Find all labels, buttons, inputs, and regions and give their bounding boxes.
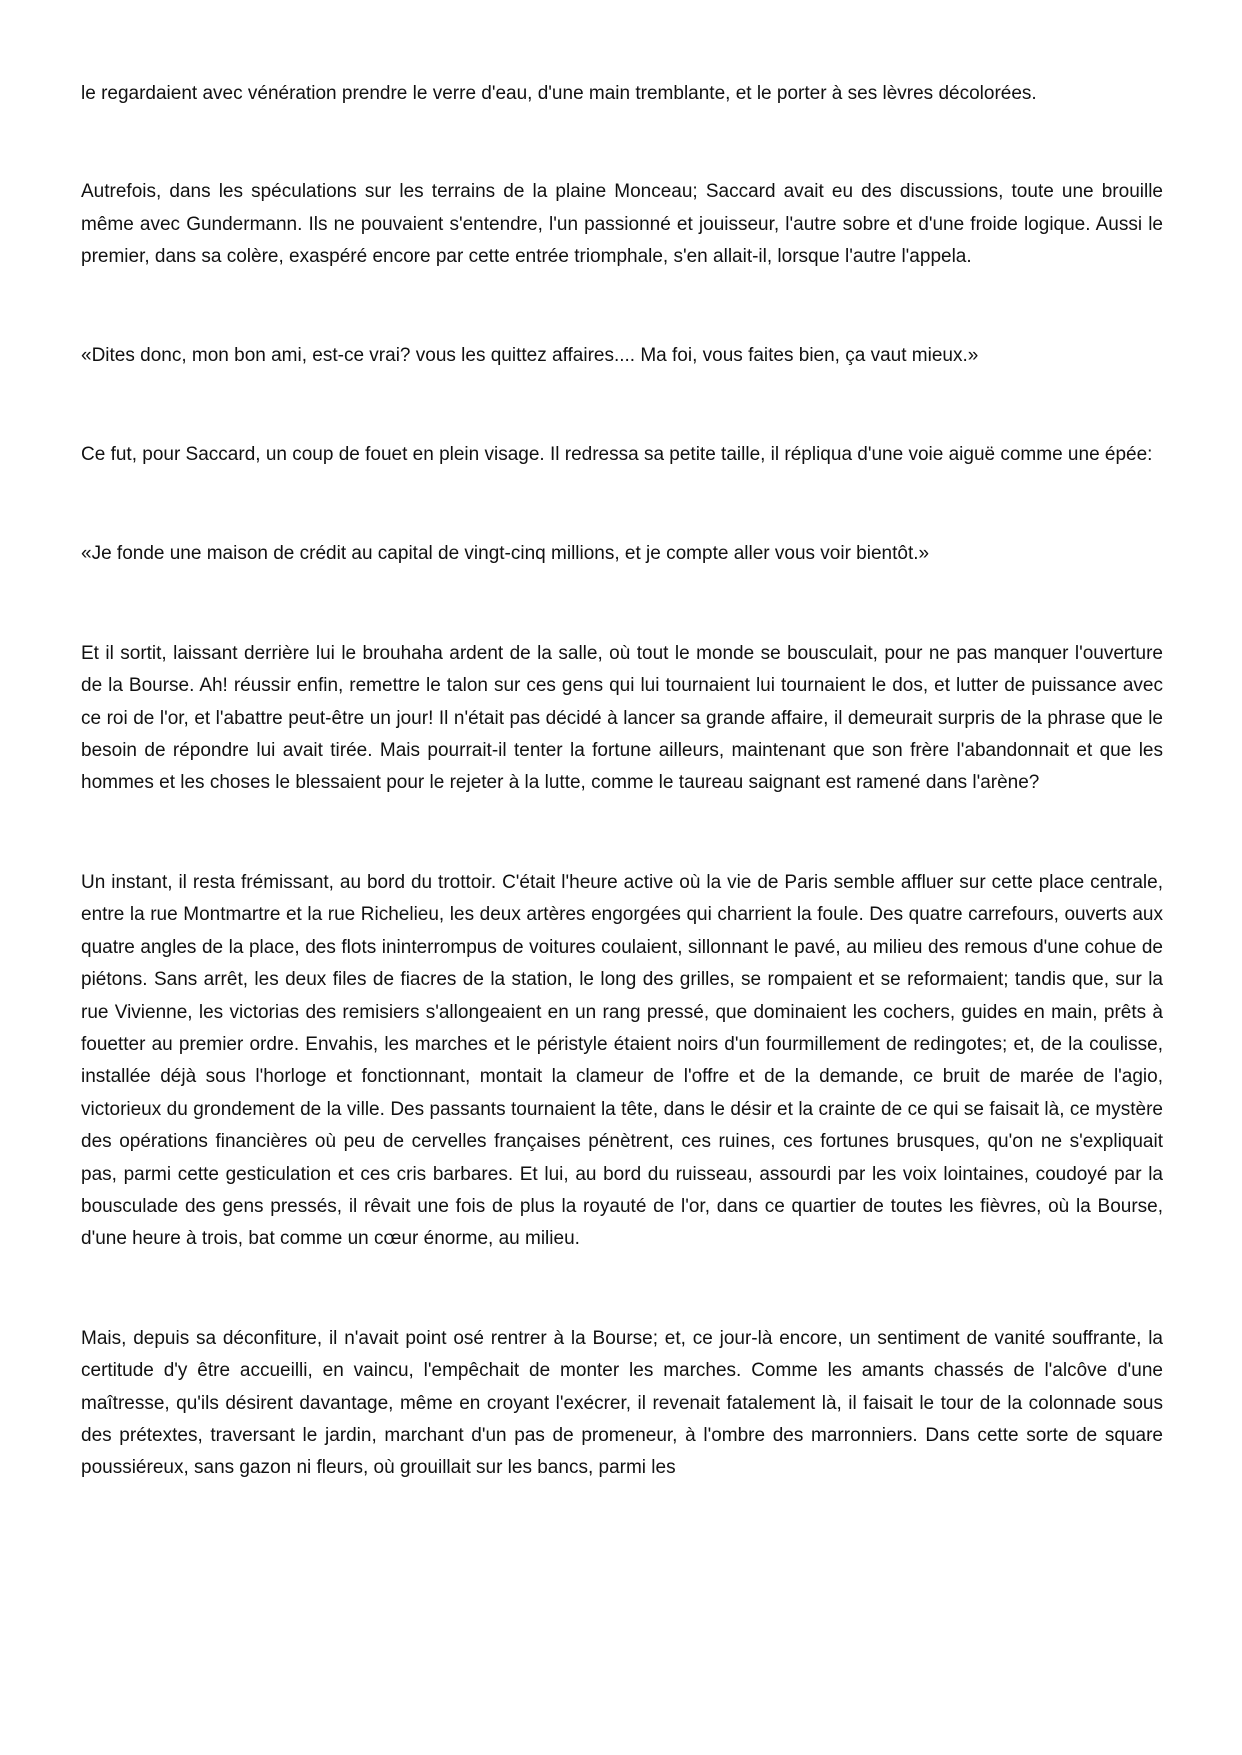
paragraph-6: Et il sortit, laissant derrière lui le brouhaha ardent de la salle, où tout le monde se bousculait, pour ne pas manquer l'ouverture de la Bourse. Ah! réussir enfin, remettre le talon sur ces gens qui lui tournaient lui tournaient le dos, et lutter de puissance avec ce roi de l'or, et l'abattre peut-être un jour! Il n'était pas décidé à lancer sa grande affaire, il demeurait surpris de la phrase que le besoin de répondre lui avait tirée. Mais pourrait-il tenter la fortune ailleurs, maintenant que son frère l'abandonnait et que les hommes et les choses le blessaient pour le rejeter à la lutte, comme le taureau saignant est ramené dans l'arène?: [81, 642, 1163, 794]
paragraph-2: Autrefois, dans les spéculations sur les terrains de la plaine Monceau; Saccard avait eu des discussions, toute une brouille même avec Gundermann. Ils ne pouvaient s'entendre, l'un passionné et jouisseur, l'autre sobre et d'une froide logique. Aussi le premier, dans sa colère, exaspéré encore par cette entrée triomphale, s'en allait-il, lorsque l'autre l'appela.: [81, 181, 1163, 268]
paragraph-5: «Je fonde une maison de crédit au capital de vingt-cinq millions, et je compte aller vous voir bientôt.»: [81, 543, 930, 565]
paragraph-spacer: [81, 1256, 1163, 1323]
paragraph-1: le regardaient avec vénération prendre le verre d'eau, d'une main tremblante, et le porter à ses lèvres décolorées.: [81, 83, 1037, 104]
paragraph-spacer: [81, 110, 1163, 176]
paragraph-spacer: [81, 471, 1163, 538]
document-page: [81, 78, 1163, 1485]
paragraph-spacer: [81, 274, 1163, 340]
paragraph-spacer: [81, 571, 1163, 638]
paragraph-spacer: [81, 800, 1163, 867]
paragraph-7: Un instant, il resta frémissant, au bord du trottoir. C'était l'heure active où la vie de Paris semble affluer sur cette place centrale, entre la rue Montmartre et la rue Richelieu, les deux artères engorgées qui charrient la foule. Des quatre carrefours, ouverts aux quatre angles de la place, des flots ininterrompus de voitures coulaient, sillonnant le pavé, au milieu des remous d'une cohue de piétons. Sans arrêt, les deux files de fiacres de la station, le long des grilles, se rompaient et se reformaient; tandis que, sur la rue Vivienne, les victorias des remisiers s'allongeaient en un rang pressé, que dominaient les cochers, guides en main, prêts à fouetter au premier ordre. Envahis, les marches et le péristyle étaient noirs d'un fourmillement de redingotes; et, de la coulisse, installée déjà sous l'horloge et fonctionnant, montait la clameur de l'offre et de la demande, ce bruit de marée de l'agio, victorieux du grondement de la ville. Des passants tournaient la tête, dans le désir et la crainte de ce qui se faisait là, ce mystère des opérations financières où peu de cervelles françaises pénètrent, ces ruines, ces fortunes brusques, qu'on ne s'expliquait pas, parmi cette gesticulation et ces cris barbares. Et lui, au bord du ruisseau, assourdi par les voix lointaines, coudoyé par la bousculade des gens pressés, il rêvait une fois de plus la royauté de l'or, dans ce quartier de toutes les fièvres, où la Bourse, d'une heure à trois, bat comme un cœur énorme, au milieu.: [81, 871, 1163, 1250]
paragraph-3: «Dites donc, mon bon ami, est-ce vrai? vous les quittez affaires.... Ma foi, vous faites bien, ça vaut mieux.»: [81, 344, 979, 366]
paragraph-spacer: [81, 372, 1163, 439]
paragraph-4: Ce fut, pour Saccard, un coup de fouet en plein visage. Il redressa sa petite taille, il répliqua d'une voie aiguë comme une épée:: [81, 444, 1153, 466]
paragraph-8: Mais, depuis sa déconfiture, il n'avait point osé rentrer à la Bourse; et, ce jour-là encore, un sentiment de vanité souffrante, la certitude d'y être accueilli, en vaincu, l'empêchait de monter les marches. Comme les amants chassés de l'alcôve d'une maîtresse, qu'ils désirent davantage, même en croyant l'exécrer, il revenait fatalement là, il faisait le tour de la colonnade sous des prétextes, traversant le jardin, marchant d'un pas de promeneur, à l'ombre des marronniers. Dans cette sorte de square poussiéreux, sans gazon ni fleurs, où grouillait sur les bancs, parmi les: [81, 1327, 1163, 1479]
